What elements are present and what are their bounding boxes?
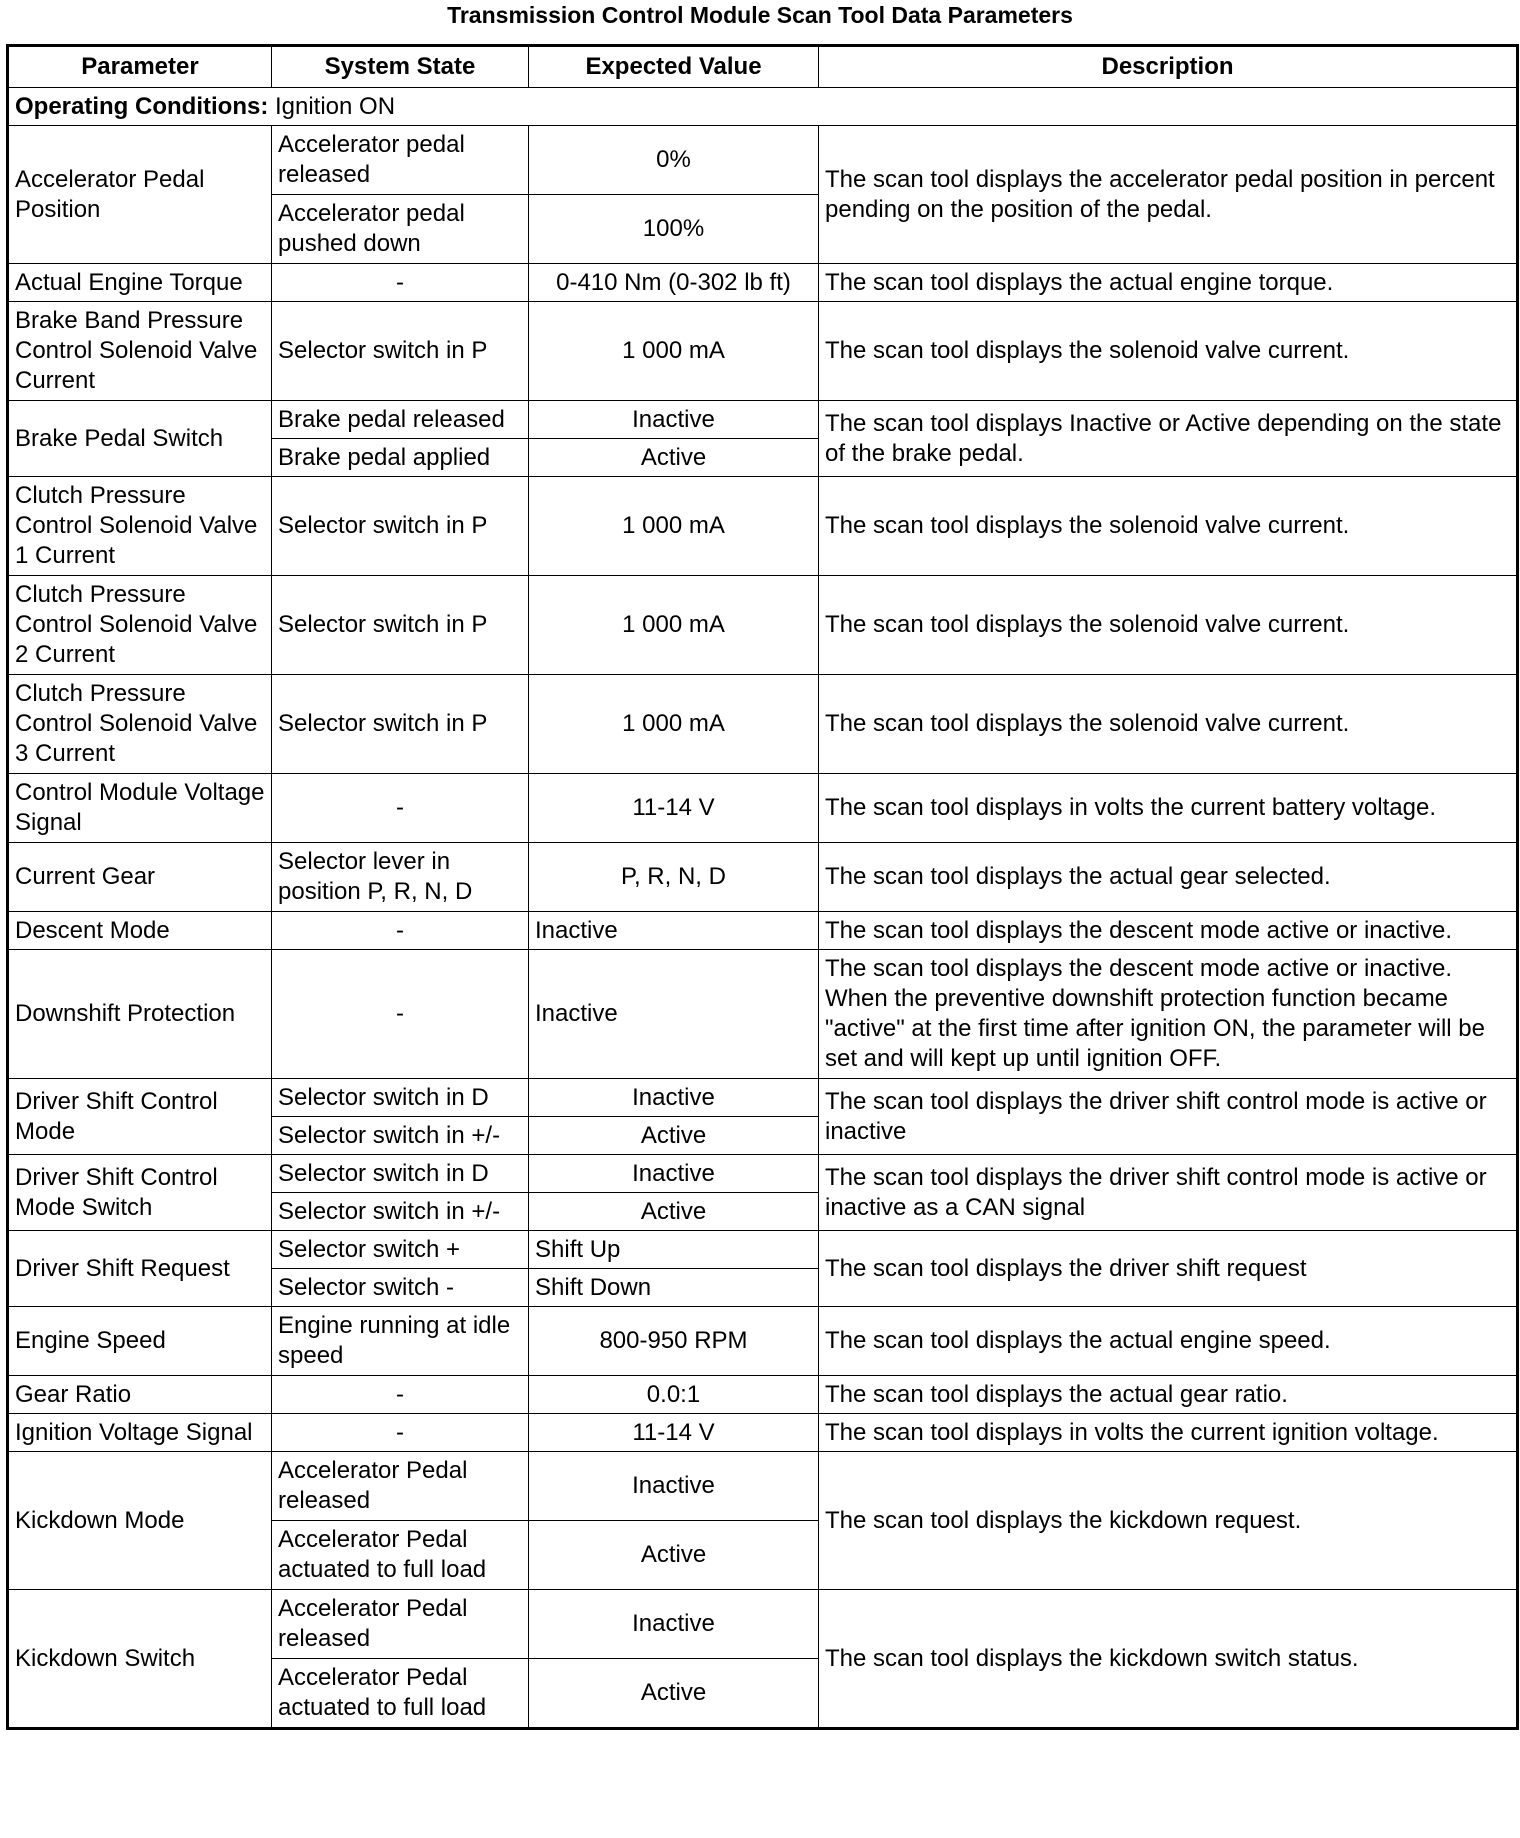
system-state-cell: Selector switch + [272, 1231, 529, 1269]
parameter-cell: Control Module Voltage Signal [8, 774, 272, 843]
expected-value-cell: Inactive [529, 1155, 819, 1193]
system-state-cell: - [272, 1414, 529, 1452]
parameter-cell: Driver Shift Request [8, 1231, 272, 1307]
description-cell: The scan tool displays Inactive or Active depending on the state of the brake pedal. [819, 401, 1518, 477]
description-cell: The scan tool displays the actual gear selected. [819, 843, 1518, 912]
system-state-cell: Accelerator Pedal released [272, 1452, 529, 1521]
system-state-cell: Selector switch in P [272, 477, 529, 576]
page-title: Transmission Control Module Scan Tool Data Parameters [447, 2, 1073, 28]
description-cell: The scan tool displays the actual gear ratio. [819, 1376, 1518, 1414]
system-state-cell: Selector lever in position P, R, N, D [272, 843, 529, 912]
expected-value-cell: 800-950 RPM [529, 1307, 819, 1376]
parameter-cell: Accelerator Pedal Position [8, 126, 272, 264]
system-state-cell: Brake pedal released [272, 401, 529, 439]
table-row [8, 950, 1518, 1079]
description-cell: The scan tool displays the accelerator pedal position in percent pending on the position of the pedal. [819, 126, 1518, 264]
system-state-cell: Selector switch in P [272, 576, 529, 675]
parameter-cell: Brake Band Pressure Control Solenoid Valve Current [8, 302, 272, 401]
description-cell: The scan tool displays the kickdown switch status. [819, 1590, 1518, 1729]
expected-value-cell: Inactive [529, 401, 819, 439]
expected-value-cell: Active [529, 439, 819, 477]
system-state-cell: Selector switch in P [272, 302, 529, 401]
system-state-cell: - [272, 912, 529, 950]
table-row [8, 1452, 1518, 1521]
expected-value-cell: Active [529, 1659, 819, 1729]
parameter-cell: Downshift Protection [8, 950, 272, 1079]
table-row [8, 1079, 1518, 1117]
operating-conditions-value: Ignition ON [268, 92, 396, 120]
system-state-cell: Accelerator pedal released [272, 126, 529, 195]
parameter-cell: Driver Shift Control Mode [8, 1079, 272, 1155]
system-state-cell: Accelerator Pedal actuated to full load [272, 1659, 529, 1729]
parameter-cell: Ignition Voltage Signal [8, 1414, 272, 1452]
system-state-cell: Selector switch - [272, 1269, 529, 1307]
expected-value-cell: Active [529, 1193, 819, 1231]
table-row [8, 1376, 1518, 1414]
description-cell: The scan tool displays the driver shift control mode is active or inactive as a CAN signal [819, 1155, 1518, 1231]
table-row [8, 264, 1518, 302]
parameter-cell: Clutch Pressure Control Solenoid Valve 3 Current [8, 675, 272, 774]
table-row [8, 302, 1518, 401]
parameter-cell: Driver Shift Control Mode Switch [8, 1155, 272, 1231]
system-state-cell: Accelerator Pedal released [272, 1590, 529, 1659]
expected-value-cell: 0.0:1 [529, 1376, 819, 1414]
expected-value-cell: 11-14 V [529, 1414, 819, 1452]
system-state-cell: Selector switch in +/- [272, 1117, 529, 1155]
expected-value-cell: Shift Up [529, 1231, 819, 1269]
expected-value-cell: 100% [529, 195, 819, 264]
parameter-cell: Descent Mode [8, 912, 272, 950]
parameter-cell: Clutch Pressure Control Solenoid Valve 1 Current [8, 477, 272, 576]
description-cell: The scan tool displays the driver shift request [819, 1231, 1518, 1307]
system-state-cell: Accelerator pedal pushed down [272, 195, 529, 264]
system-state-cell: Selector switch in +/- [272, 1193, 529, 1231]
system-state-cell: Engine running at idle speed [272, 1307, 529, 1376]
header-expected-value: Expected Value [529, 46, 819, 88]
scan-tool-data-table [6, 44, 1519, 1730]
description-cell: The scan tool displays the solenoid valve current. [819, 477, 1518, 576]
expected-value-cell: Inactive [529, 950, 819, 1079]
system-state-cell: - [272, 264, 529, 302]
parameter-cell: Actual Engine Torque [8, 264, 272, 302]
operating-conditions-label: Operating Conditions: [15, 92, 269, 120]
header-row [8, 46, 1518, 88]
description-cell: The scan tool displays the solenoid valve current. [819, 576, 1518, 675]
system-state-cell: Brake pedal applied [272, 439, 529, 477]
expected-value-cell: Active [529, 1521, 819, 1590]
parameter-cell: Current Gear [8, 843, 272, 912]
table-row [8, 477, 1518, 576]
expected-value-cell: 1 000 mA [529, 675, 819, 774]
parameter-cell: Gear Ratio [8, 1376, 272, 1414]
expected-value-cell: Inactive [529, 912, 819, 950]
system-state-cell: Selector switch in D [272, 1155, 529, 1193]
system-state-cell: Selector switch in P [272, 675, 529, 774]
expected-value-cell: Active [529, 1117, 819, 1155]
system-state-cell: - [272, 1376, 529, 1414]
expected-value-cell: Inactive [529, 1079, 819, 1117]
expected-value-cell: 0% [529, 126, 819, 195]
description-cell: The scan tool displays the solenoid valve current. [819, 675, 1518, 774]
table-row [8, 1155, 1518, 1193]
parameter-cell: Brake Pedal Switch [8, 401, 272, 477]
parameter-cell: Kickdown Mode [8, 1452, 272, 1590]
description-cell: The scan tool displays the driver shift control mode is active or inactive [819, 1079, 1518, 1155]
expected-value-cell: Shift Down [529, 1269, 819, 1307]
table-row [8, 774, 1518, 843]
description-cell: The scan tool displays the descent mode active or inactive. [819, 912, 1518, 950]
table-row [8, 1414, 1518, 1452]
expected-value-cell: Inactive [529, 1590, 819, 1659]
system-state-cell: Selector switch in D [272, 1079, 529, 1117]
table-row [8, 576, 1518, 675]
header-parameter: Parameter [8, 46, 272, 88]
table-row [8, 912, 1518, 950]
expected-value-cell: 1 000 mA [529, 477, 819, 576]
system-state-cell: - [272, 774, 529, 843]
description-cell: The scan tool displays the solenoid valve current. [819, 302, 1518, 401]
operating-conditions [8, 88, 1518, 126]
table-row [8, 126, 1518, 195]
expected-value-cell: 11-14 V [529, 774, 819, 843]
description-cell: The scan tool displays the descent mode active or inactive. When the preventive downshift protection function became "active" at the first time after ignition ON, the parameter will be set and will kept up until ignition OFF. [819, 950, 1518, 1079]
description-cell: The scan tool displays in volts the current battery voltage. [819, 774, 1518, 843]
header-system-state: System State [272, 46, 529, 88]
table-row [8, 1231, 1518, 1269]
parameter-cell: Engine Speed [8, 1307, 272, 1376]
description-cell: The scan tool displays the kickdown request. [819, 1452, 1518, 1590]
table-row [8, 1307, 1518, 1376]
description-cell: The scan tool displays the actual engine speed. [819, 1307, 1518, 1376]
parameter-cell: Kickdown Switch [8, 1590, 272, 1729]
system-state-cell: Accelerator Pedal actuated to full load [272, 1521, 529, 1590]
expected-value-cell: 1 000 mA [529, 302, 819, 401]
table-row [8, 1590, 1518, 1659]
description-cell: The scan tool displays the actual engine torque. [819, 264, 1518, 302]
table-row [8, 675, 1518, 774]
expected-value-cell: 0-410 Nm (0-302 lb ft) [529, 264, 819, 302]
table-row [8, 843, 1518, 912]
expected-value-cell: Inactive [529, 1452, 819, 1521]
expected-value-cell: P, R, N, D [529, 843, 819, 912]
system-state-cell: - [272, 950, 529, 1079]
header-description: Description [819, 46, 1518, 88]
operating-conditions-row [8, 88, 1518, 126]
parameter-cell: Clutch Pressure Control Solenoid Valve 2 Current [8, 576, 272, 675]
expected-value-cell: 1 000 mA [529, 576, 819, 675]
description-cell: The scan tool displays in volts the current ignition voltage. [819, 1414, 1518, 1452]
table-row [8, 401, 1518, 439]
